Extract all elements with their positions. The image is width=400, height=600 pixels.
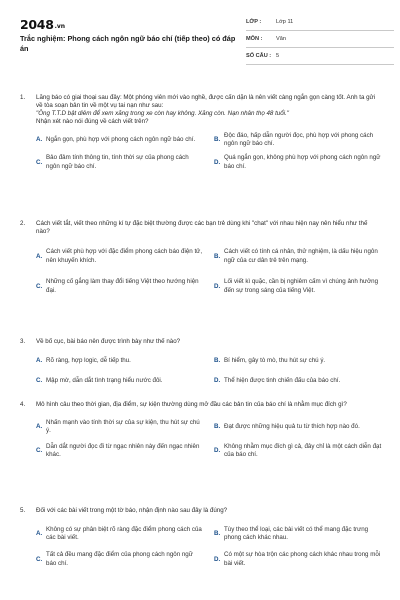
question-item <box>20 338 382 389</box>
question-text: Đối với các bài viết trong một tờ báo, nhận định nào sau đây là đúng? <box>36 507 228 514</box>
answer-option-c[interactable] <box>36 274 204 299</box>
meta-value: 5 <box>276 53 280 59</box>
option-text: Rõ ràng, hợp logic, dễ tiếp thu. <box>46 356 131 364</box>
option-letter: A. <box>36 357 43 364</box>
option-letter: A. <box>36 136 43 144</box>
option-text: Bí hiểm, gây tò mò, thu hút sự chú ý. <box>224 356 326 364</box>
option-letter: A. <box>36 423 43 430</box>
question-body <box>36 401 382 409</box>
answer-option-d[interactable] <box>214 549 382 570</box>
option-text: Nhấn mạnh vào tính thời sự của sự kiện, thu hút sự chú ý. <box>46 418 200 434</box>
meta-label: LỚP : <box>246 19 262 25</box>
option-letter: C. <box>36 447 43 454</box>
option-text: Không nhằm mục đích gì cả, đây chỉ là một cách diễn đạt của báo chí. <box>224 442 382 458</box>
answer-option-b[interactable] <box>214 417 382 437</box>
option-text: Không có sự phân biệt rõ ràng đặc điểm phong cách của các bài viết. <box>46 525 202 541</box>
meta-value: Văn <box>276 36 286 42</box>
meta-label: SỐ CÂU : <box>246 53 272 59</box>
answer-option-d[interactable] <box>214 373 382 389</box>
option-text: Mập mờ, dẫn dắt tình trạng hiểu nước đôi. <box>46 376 163 384</box>
option-text: Độc đáo, hấp dẫn người đọc, phù hợp với phong cách ngôn ngữ báo chí. <box>224 132 374 148</box>
question-number: 4. <box>20 401 26 408</box>
site-logo[interactable] <box>20 14 65 33</box>
option-letter: B. <box>214 252 221 260</box>
option-letter: C. <box>36 158 43 166</box>
option-text: Bảo đảm tính thông tin, tính thời sự của phong cách ngôn ngữ báo chí. <box>46 154 189 170</box>
answer-option-b[interactable] <box>214 132 382 149</box>
answer-options <box>36 417 382 461</box>
meta-row-subject <box>246 31 394 48</box>
answer-option-a[interactable] <box>36 132 204 149</box>
answer-option-b[interactable] <box>214 244 382 269</box>
option-text: Cách viết phù hợp với đặc điểm phong cách báo điện tử, nên khuyến khích. <box>46 248 203 264</box>
answer-option-d[interactable] <box>214 274 382 299</box>
answer-option-b[interactable] <box>214 353 382 369</box>
option-text: Dẫn dắt người đọc đi từ ngạc nhiên này đến ngạc nhiên khác. <box>46 442 200 458</box>
question-body <box>36 220 382 236</box>
question-text: Lăng báo có giai thoại sau đây: Một phóng viên mới vào nghề, được cấn dặn là nên viết càng ngắn gọn càng tốt. Anh ta gửi về tòa soạn bản tin về một vụ tai nạn như sau: <box>36 94 376 109</box>
question-item <box>20 220 382 299</box>
logo-number: 2048 <box>20 17 54 32</box>
option-letter: D. <box>214 158 221 166</box>
option-letter: D. <box>214 282 221 290</box>
option-letter: B. <box>214 136 221 144</box>
answer-option-d[interactable] <box>214 441 382 461</box>
question-quote: "Ông T.T.D bật diêm để xem xăng trong xe còn hay không. Xăng còn. Nạn nhân thọ 48 tuổi." <box>36 110 289 117</box>
page-title: Trắc nghiệm: Phong cách ngôn ngữ báo chí (tiếp theo) có đáp án <box>20 34 236 53</box>
question-item <box>20 94 382 173</box>
answer-option-c[interactable] <box>36 373 204 389</box>
option-letter: C. <box>36 555 43 563</box>
question-stem <box>20 401 382 409</box>
option-letter: C. <box>36 377 43 384</box>
answer-option-d[interactable] <box>214 153 382 173</box>
answer-options <box>36 523 382 570</box>
meta-value: Lớp 11 <box>276 19 294 25</box>
answer-option-a[interactable] <box>36 417 204 437</box>
question-body <box>36 507 382 515</box>
question-body <box>36 338 382 346</box>
question-stem <box>20 338 382 346</box>
option-text: Những cố gắng làm thay đổi tiếng Việt theo hướng hiện đại. <box>46 278 199 294</box>
answer-option-c[interactable] <box>36 549 204 570</box>
option-text: Tùy theo thể loại, các bài viết có thể mang đặc trưng phong cách khác nhau. <box>224 525 369 541</box>
option-letter: B. <box>214 423 221 430</box>
question-number: 3. <box>20 338 26 345</box>
question-item <box>20 507 382 570</box>
option-text: Lối viết kì quặc, cần bị nghiêm cấm vì chúng ảnh hưởng đến sự trong sáng của tiếng Việt. <box>224 278 379 294</box>
question-body <box>36 94 382 126</box>
question-number: 1. <box>20 94 26 101</box>
question-text: Về bố cục, bài báo nên được trình bày như thế nào? <box>36 338 181 345</box>
option-text: Có một sự hòa trộn các phong cách khác nhau trong mỗi bài viết. <box>224 551 381 567</box>
question-number: 5. <box>20 507 26 514</box>
meta-table <box>246 14 394 65</box>
option-text: Đạt được những hiệu quả tu từ thích hợp nào đó. <box>224 422 360 430</box>
option-text: Quá ngắn gọn, không phù hợp với phong cách ngôn ngữ báo chí. <box>224 154 381 170</box>
question-stem <box>20 507 382 515</box>
option-letter: B. <box>214 530 221 537</box>
answer-option-a[interactable] <box>36 244 204 269</box>
option-letter: B. <box>214 357 221 364</box>
option-letter: C. <box>36 282 43 290</box>
answer-options <box>36 244 382 299</box>
question-text: Mô hình câu theo thời gian, địa điểm, sự kiện thường dùng mở đầu các bản tin của báo chí là nhằm mục đích gì? <box>36 401 347 408</box>
option-letter: D. <box>214 555 221 563</box>
meta-row-class <box>246 14 394 31</box>
option-letter: D. <box>214 377 221 384</box>
meta-row-count <box>246 48 394 65</box>
answer-options <box>36 353 382 389</box>
question-stem <box>20 220 382 236</box>
option-text: Cách viết có tính cá nhân, thử nghiệm, là dấu hiệu ngôn ngữ của cư dân trẻ trên mạng. <box>224 248 378 264</box>
answer-option-c[interactable] <box>36 153 204 173</box>
option-letter: D. <box>214 447 221 454</box>
answer-options <box>36 132 382 173</box>
question-number: 2. <box>20 220 26 227</box>
question-item <box>20 401 382 461</box>
question-text: Cách viết tắt, viết theo những kí tự đặc biệt thường được các bạn trẻ dùng khi "chat" với nhau hiện nay nên hiểu như thế nào? <box>36 220 368 235</box>
option-text: Ngắn gọn, phù hợp với phong cách ngôn ngữ báo chí. <box>46 136 196 144</box>
question-stem <box>20 94 382 126</box>
answer-option-b[interactable] <box>214 523 382 545</box>
meta-label: MÔN : <box>246 36 263 42</box>
answer-option-c[interactable] <box>36 441 204 461</box>
answer-option-a[interactable] <box>36 523 204 545</box>
option-text: Thể hiện được tinh chiến đấu của báo chí. <box>224 376 341 384</box>
question-prompt: Nhận xét nào nói đúng về cách viết trên? <box>36 118 149 125</box>
document-header <box>20 14 382 58</box>
answer-option-a[interactable] <box>36 353 204 369</box>
option-text: Tất cả đều mang đặc điểm của phong cách ngôn ngữ báo chí. <box>46 551 193 567</box>
logo-tld: .vn <box>54 23 66 30</box>
option-letter: A. <box>36 530 43 537</box>
option-letter: A. <box>36 252 43 260</box>
